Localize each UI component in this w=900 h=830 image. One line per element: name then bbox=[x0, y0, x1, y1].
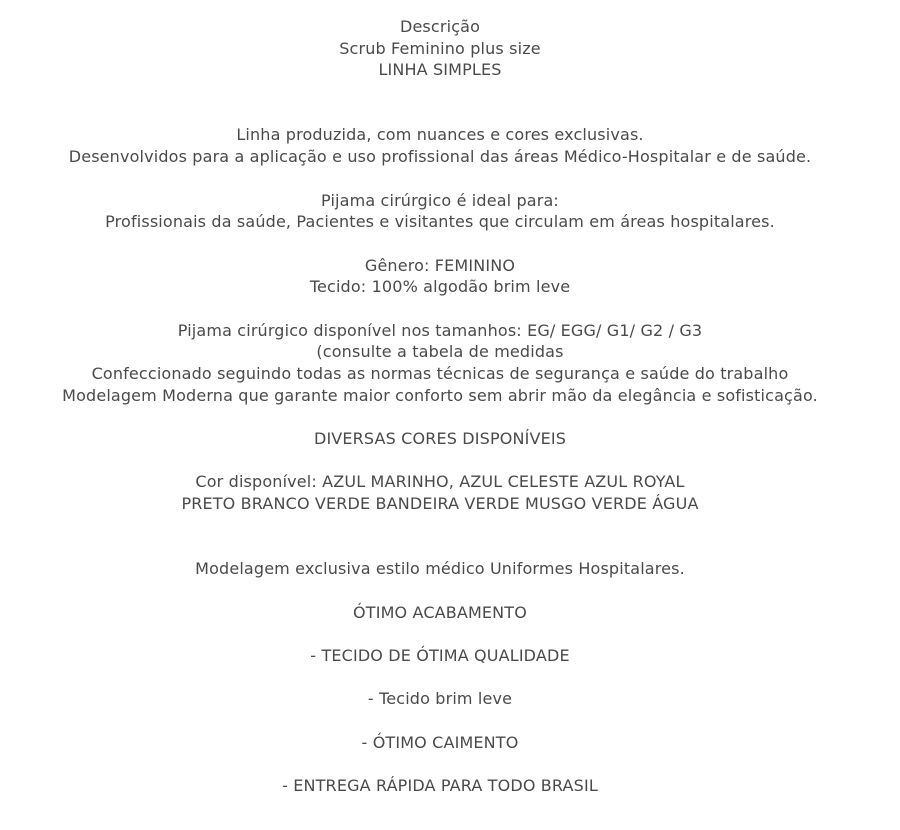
spacer bbox=[0, 623, 880, 645]
spacer bbox=[0, 537, 880, 559]
spacer bbox=[0, 667, 880, 689]
spacer bbox=[0, 168, 880, 190]
spacer bbox=[0, 710, 880, 732]
fabric-short-line: - Tecido brim leve bbox=[367, 689, 513, 709]
quality-line: - TECIDO DE ÓTIMA QUALIDADE bbox=[310, 645, 570, 665]
colors-heading: DIVERSAS CORES DISPONÍVEIS bbox=[313, 429, 567, 449]
gender-line: Gênero: FEMININO bbox=[364, 255, 516, 275]
spacer bbox=[0, 233, 880, 255]
spacer bbox=[0, 580, 880, 602]
standards-line: Confeccionado seguindo todas as normas técnicas de segurança e saúde do trabalho bbox=[91, 364, 789, 383]
size-table-note: (consulte a tabela de medidas bbox=[316, 342, 564, 362]
modeling-line: Modelagem Moderna que garante maior conforto sem abrir mão da elegância e sofisticação. bbox=[62, 385, 818, 405]
fit-line: - ÓTIMO CAIMENTO bbox=[361, 732, 519, 752]
intro-line-2: Desenvolvidos para a aplicação e uso profissional das áreas Médico-Hospitalar e de saúde. bbox=[68, 147, 812, 167]
spacer bbox=[0, 298, 880, 320]
colors-line-2: PRETO BRANCO VERDE BANDEIRA VERDE MUSGO VERDE ÁGUA bbox=[181, 494, 699, 514]
spacer bbox=[0, 450, 880, 472]
spacer bbox=[0, 103, 880, 125]
ideal-for-label: Pijama cirúrgico é ideal para: bbox=[321, 190, 559, 210]
product-name: Scrub Feminino plus size bbox=[339, 38, 541, 58]
colors-line-1: Cor disponível: AZUL MARINHO, AZUL CELESTE AZUL ROYAL bbox=[195, 472, 685, 492]
product-description bbox=[0, 16, 880, 797]
sizes-line: Pijama cirúrgico disponível nos tamanhos: EG/ EGG/ G1/ G2 / G3 bbox=[177, 320, 703, 340]
spacer bbox=[0, 753, 880, 775]
fabric-line: Tecido: 100% algodão brim leve bbox=[309, 277, 571, 297]
spacer bbox=[0, 81, 880, 103]
spacer bbox=[0, 406, 880, 428]
ideal-for-text: Profissionais da saúde, Pacientes e visitantes que circulam em áreas hospitalares. bbox=[105, 212, 775, 232]
finish-line: ÓTIMO ACABAMENTO bbox=[353, 602, 527, 622]
product-line: LINHA SIMPLES bbox=[378, 60, 502, 80]
description-heading: Descrição bbox=[399, 17, 481, 36]
spacer bbox=[0, 515, 880, 537]
delivery-line: - ENTREGA RÁPIDA PARA TODO BRASIL bbox=[282, 776, 598, 796]
intro-line-1: Linha produzida, com nuances e cores exclusivas. bbox=[236, 125, 644, 145]
exclusive-style-line: Modelagem exclusiva estilo médico Uniformes Hospitalares. bbox=[195, 559, 685, 579]
